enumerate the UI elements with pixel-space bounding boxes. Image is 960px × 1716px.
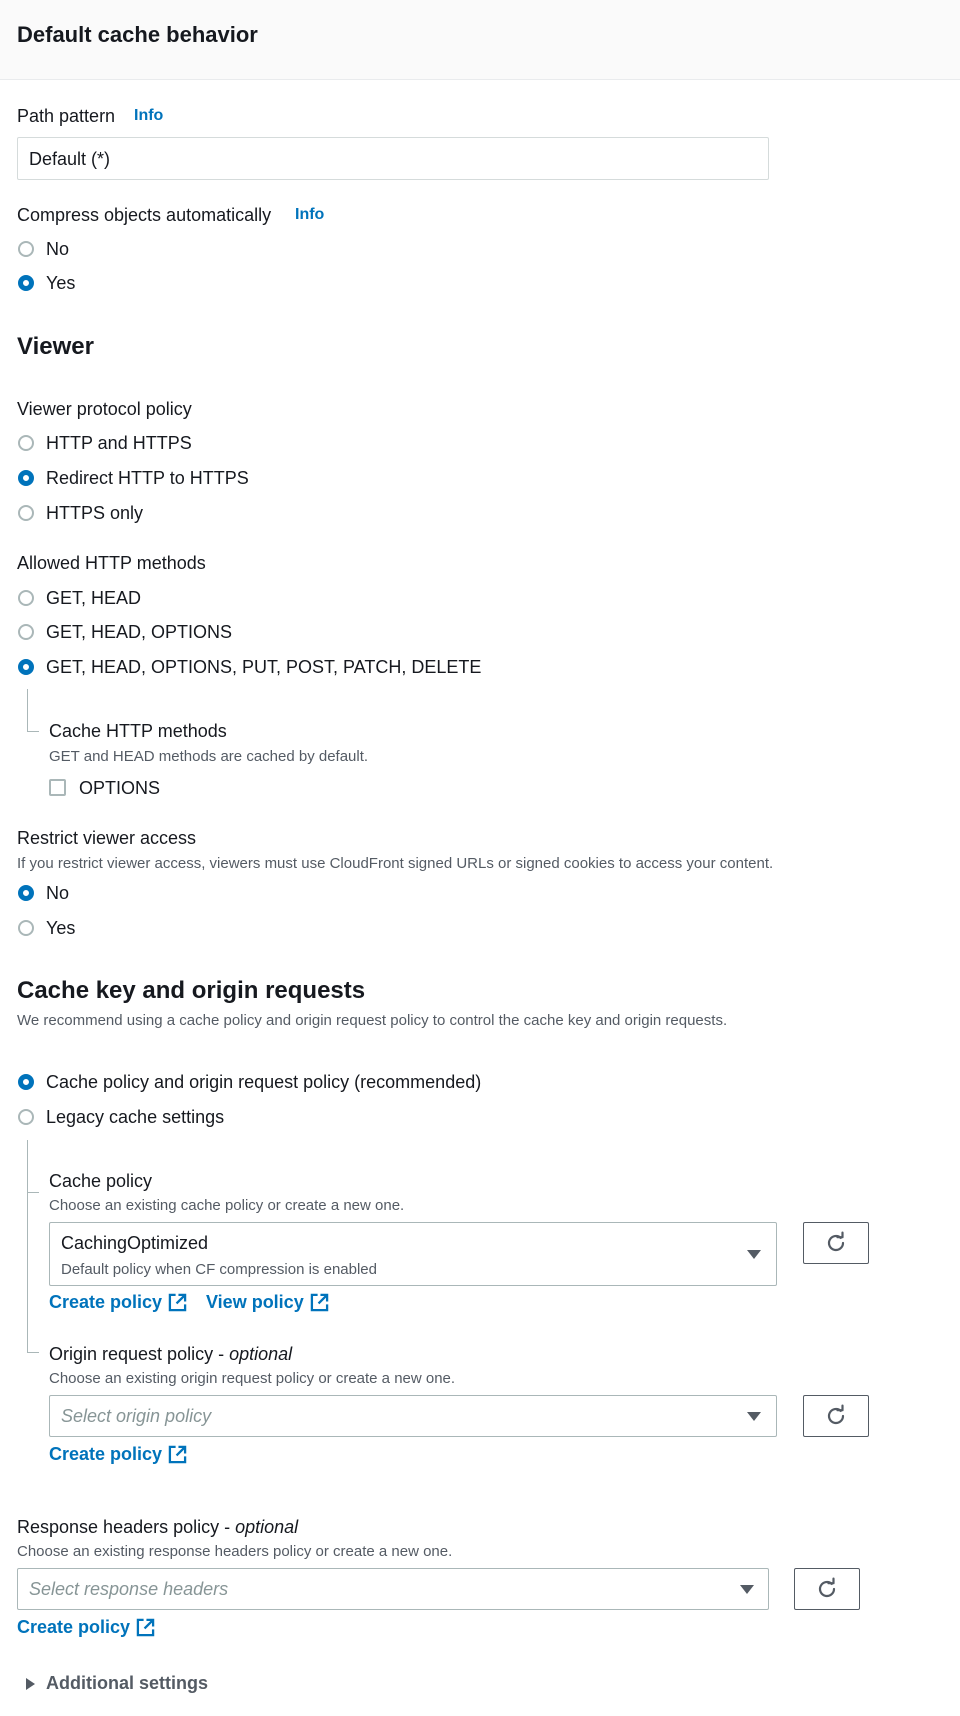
origin-policy-refresh-button[interactable] bbox=[803, 1395, 869, 1437]
caret-down-icon bbox=[747, 1250, 761, 1259]
tree-connector bbox=[27, 1140, 28, 1352]
section-title: Default cache behavior bbox=[17, 22, 258, 47]
path-pattern-value: Default (*) bbox=[29, 149, 111, 169]
cache-key-heading: Cache key and origin requests bbox=[17, 977, 366, 1004]
additional-settings-label: Additional settings bbox=[46, 1673, 208, 1693]
external-link-icon bbox=[168, 1293, 187, 1312]
cache-key-description: We recommend using a cache policy and origin request policy to control the cache key and origin requests. bbox=[17, 1012, 728, 1029]
create-response-headers-policy-link[interactable] bbox=[17, 1617, 155, 1638]
restrict-no-radio[interactable] bbox=[18, 885, 34, 901]
caret-down-icon bbox=[740, 1585, 754, 1594]
external-link-icon bbox=[136, 1618, 155, 1637]
cache-methods-description: GET and HEAD methods are cached by default. bbox=[49, 748, 369, 765]
compress-yes-label: Yes bbox=[46, 273, 76, 293]
cache-policy-refresh-button[interactable] bbox=[803, 1222, 869, 1264]
create-origin-policy-link-text: Create policy bbox=[49, 1444, 163, 1464]
response-headers-description: Choose an existing response headers policy or create a new one. bbox=[17, 1543, 453, 1560]
refresh-icon bbox=[824, 1404, 848, 1428]
cache-policy-label: Cache policy bbox=[49, 1171, 153, 1191]
methods-get-head-options-radio[interactable] bbox=[18, 624, 34, 640]
legacy-settings-label: Legacy cache settings bbox=[46, 1107, 225, 1127]
restrict-access-description: If you restrict viewer access, viewers must use CloudFront signed URLs or signed cookies to access your content. bbox=[17, 855, 774, 872]
tree-connector bbox=[27, 1352, 39, 1353]
cache-methods-label: Cache HTTP methods bbox=[49, 721, 227, 741]
view-cache-policy-link[interactable] bbox=[206, 1292, 329, 1313]
origin-policy-select[interactable] bbox=[49, 1395, 777, 1437]
restrict-no-label: No bbox=[46, 883, 70, 903]
create-cache-policy-link[interactable] bbox=[49, 1292, 187, 1313]
viewer-heading: Viewer bbox=[17, 333, 94, 360]
restrict-yes-label: Yes bbox=[46, 918, 76, 938]
methods-all-radio[interactable] bbox=[18, 659, 34, 675]
compress-no-radio[interactable] bbox=[18, 241, 34, 257]
cache-policy-selected-description: Default policy when CF compression is enabled bbox=[61, 1261, 377, 1278]
methods-get-head-options-label: GET, HEAD, OPTIONS bbox=[46, 622, 233, 642]
cache-policy-option-radio[interactable] bbox=[18, 1074, 34, 1090]
compress-no-label: No bbox=[46, 239, 70, 259]
origin-policy-description: Choose an existing origin request policy or create a new one. bbox=[49, 1370, 456, 1387]
external-link-icon bbox=[310, 1293, 329, 1312]
additional-settings-toggle[interactable] bbox=[24, 1673, 208, 1694]
path-pattern-label: Path pattern bbox=[17, 106, 116, 126]
restrict-access-label: Restrict viewer access bbox=[17, 828, 197, 848]
legacy-settings-radio[interactable] bbox=[18, 1109, 34, 1125]
create-cache-policy-link-text: Create policy bbox=[49, 1292, 163, 1312]
path-pattern-input[interactable] bbox=[17, 137, 769, 180]
cache-policy-select[interactable] bbox=[49, 1222, 777, 1286]
cache-policy-description: Choose an existing cache policy or create a new one. bbox=[49, 1197, 405, 1214]
protocol-http-https-label: HTTP and HTTPS bbox=[46, 433, 192, 453]
protocol-redirect-radio[interactable] bbox=[18, 470, 34, 486]
origin-policy-placeholder: Select origin policy bbox=[61, 1406, 212, 1426]
response-headers-label bbox=[17, 1517, 298, 1538]
methods-get-head-label: GET, HEAD bbox=[46, 588, 142, 608]
cache-options-checkbox[interactable] bbox=[49, 779, 66, 796]
tree-connector bbox=[27, 731, 39, 732]
protocol-redirect-label: Redirect HTTP to HTTPS bbox=[46, 468, 249, 488]
origin-policy-label-text: Origin request policy - bbox=[49, 1344, 230, 1364]
tree-connector bbox=[27, 689, 28, 731]
view-cache-policy-link-text: View policy bbox=[206, 1292, 304, 1312]
origin-policy-optional-tag: optional bbox=[229, 1344, 293, 1364]
protocol-https-only-label: HTTPS only bbox=[46, 503, 144, 523]
create-origin-policy-link[interactable] bbox=[49, 1444, 187, 1465]
cache-policy-selected-value: CachingOptimized bbox=[61, 1233, 209, 1253]
response-headers-placeholder: Select response headers bbox=[29, 1579, 229, 1599]
external-link-icon bbox=[168, 1445, 187, 1464]
cache-policy-option-label: Cache policy and origin request policy (recommended) bbox=[46, 1072, 482, 1092]
caret-right-icon bbox=[24, 1677, 36, 1691]
methods-all-label: GET, HEAD, OPTIONS, PUT, POST, PATCH, DELETE bbox=[46, 657, 482, 677]
create-response-headers-link-text: Create policy bbox=[17, 1617, 131, 1637]
response-headers-refresh-button[interactable] bbox=[794, 1568, 860, 1610]
protocol-policy-label: Viewer protocol policy bbox=[17, 399, 192, 419]
allowed-methods-label: Allowed HTTP methods bbox=[17, 553, 206, 573]
compress-info-link[interactable]: Info bbox=[295, 206, 325, 223]
origin-policy-label bbox=[49, 1344, 292, 1365]
path-pattern-info-link[interactable]: Info bbox=[134, 107, 164, 124]
cache-options-label: OPTIONS bbox=[79, 778, 161, 798]
restrict-yes-radio[interactable] bbox=[18, 920, 34, 936]
methods-get-head-radio[interactable] bbox=[18, 590, 34, 606]
compress-yes-radio[interactable] bbox=[18, 275, 34, 291]
refresh-icon bbox=[824, 1231, 848, 1255]
protocol-http-https-radio[interactable] bbox=[18, 435, 34, 451]
compress-label: Compress objects automatically bbox=[17, 205, 272, 225]
response-headers-optional-tag: optional bbox=[235, 1517, 299, 1537]
response-headers-select[interactable] bbox=[17, 1568, 769, 1610]
protocol-https-only-radio[interactable] bbox=[18, 505, 34, 521]
tree-connector bbox=[27, 1192, 39, 1193]
refresh-icon bbox=[815, 1577, 839, 1601]
response-headers-label-text: Response headers policy - bbox=[17, 1517, 236, 1537]
caret-down-icon bbox=[747, 1412, 761, 1421]
